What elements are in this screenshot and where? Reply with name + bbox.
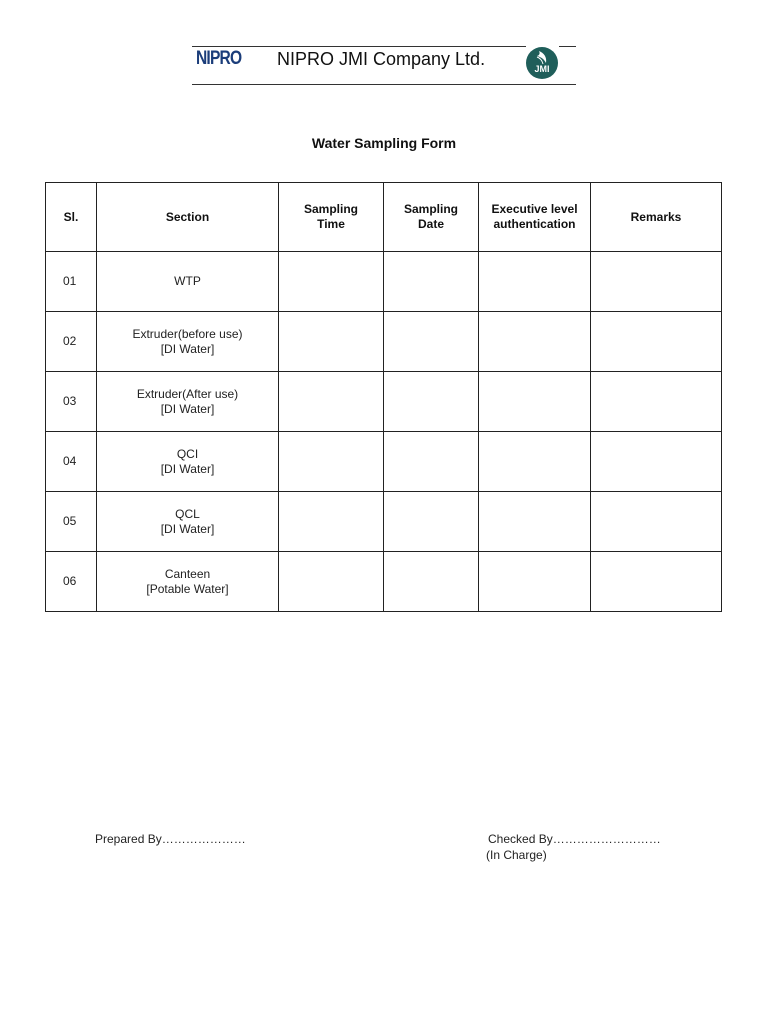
authentication-cell[interactable] bbox=[479, 552, 591, 612]
sampling-date-cell[interactable] bbox=[384, 252, 479, 312]
nipro-logo-text: NIPRO bbox=[196, 48, 242, 69]
remarks-cell[interactable] bbox=[591, 552, 722, 612]
section-cell: WTP bbox=[97, 252, 279, 312]
header-rule-bottom bbox=[192, 84, 576, 85]
header-sl: Sl. bbox=[46, 183, 97, 252]
nipro-logo bbox=[196, 48, 258, 70]
authentication-cell[interactable] bbox=[479, 492, 591, 552]
checked-by-field[interactable]: Checked By……………………… bbox=[488, 832, 661, 846]
header-rule-top-right bbox=[559, 46, 576, 47]
remarks-cell[interactable] bbox=[591, 312, 722, 372]
header-section: Section bbox=[97, 183, 279, 252]
jmi-logo bbox=[525, 46, 559, 80]
remarks-cell[interactable] bbox=[591, 492, 722, 552]
section-cell: Extruder(before use) [DI Water] bbox=[97, 312, 279, 372]
sl-cell: 03 bbox=[46, 372, 97, 432]
sampling-time-cell[interactable] bbox=[279, 492, 384, 552]
company-name: NIPRO JMI Company Ltd. bbox=[277, 49, 486, 69]
authentication-cell[interactable] bbox=[479, 432, 591, 492]
sampling-time-cell[interactable] bbox=[279, 432, 384, 492]
header-remarks: Remarks bbox=[591, 183, 722, 252]
sampling-date-cell[interactable] bbox=[384, 312, 479, 372]
header-rule-top bbox=[192, 46, 526, 47]
sampling-time-cell[interactable] bbox=[279, 252, 384, 312]
sampling-date-cell[interactable] bbox=[384, 432, 479, 492]
sl-cell: 02 bbox=[46, 312, 97, 372]
sampling-time-cell[interactable] bbox=[279, 312, 384, 372]
sampling-time-cell[interactable] bbox=[279, 552, 384, 612]
table-row bbox=[46, 252, 722, 312]
in-charge-label: (In Charge) bbox=[486, 848, 547, 862]
table-row bbox=[46, 312, 722, 372]
table-row bbox=[46, 432, 722, 492]
sl-cell: 06 bbox=[46, 552, 97, 612]
table-row bbox=[46, 492, 722, 552]
jmi-logo-text: JMI bbox=[534, 64, 550, 74]
page-title: Water Sampling Form bbox=[311, 135, 457, 151]
table-header-row bbox=[46, 183, 722, 252]
sl-cell: 01 bbox=[46, 252, 97, 312]
remarks-cell[interactable] bbox=[591, 372, 722, 432]
section-cell: QCL [DI Water] bbox=[97, 492, 279, 552]
sampling-time-cell[interactable] bbox=[279, 372, 384, 432]
authentication-cell[interactable] bbox=[479, 252, 591, 312]
sampling-date-cell[interactable] bbox=[384, 492, 479, 552]
section-cell: Extruder(After use) [DI Water] bbox=[97, 372, 279, 432]
section-cell: QCI [DI Water] bbox=[97, 432, 279, 492]
header-executive-authentication: Executive level authentication bbox=[479, 183, 591, 252]
header-sampling-time: Sampling Time bbox=[279, 183, 384, 252]
table-row bbox=[46, 372, 722, 432]
sampling-date-cell[interactable] bbox=[384, 372, 479, 432]
sampling-date-cell[interactable] bbox=[384, 552, 479, 612]
prepared-by-field[interactable]: Prepared By………………… bbox=[95, 832, 246, 846]
remarks-cell[interactable] bbox=[591, 432, 722, 492]
authentication-cell[interactable] bbox=[479, 372, 591, 432]
remarks-cell[interactable] bbox=[591, 252, 722, 312]
authentication-cell[interactable] bbox=[479, 312, 591, 372]
table-row bbox=[46, 552, 722, 612]
section-cell: Canteen [Potable Water] bbox=[97, 552, 279, 612]
sampling-table bbox=[45, 182, 722, 612]
sl-cell: 05 bbox=[46, 492, 97, 552]
header-sampling-date: Sampling Date bbox=[384, 183, 479, 252]
sl-cell: 04 bbox=[46, 432, 97, 492]
